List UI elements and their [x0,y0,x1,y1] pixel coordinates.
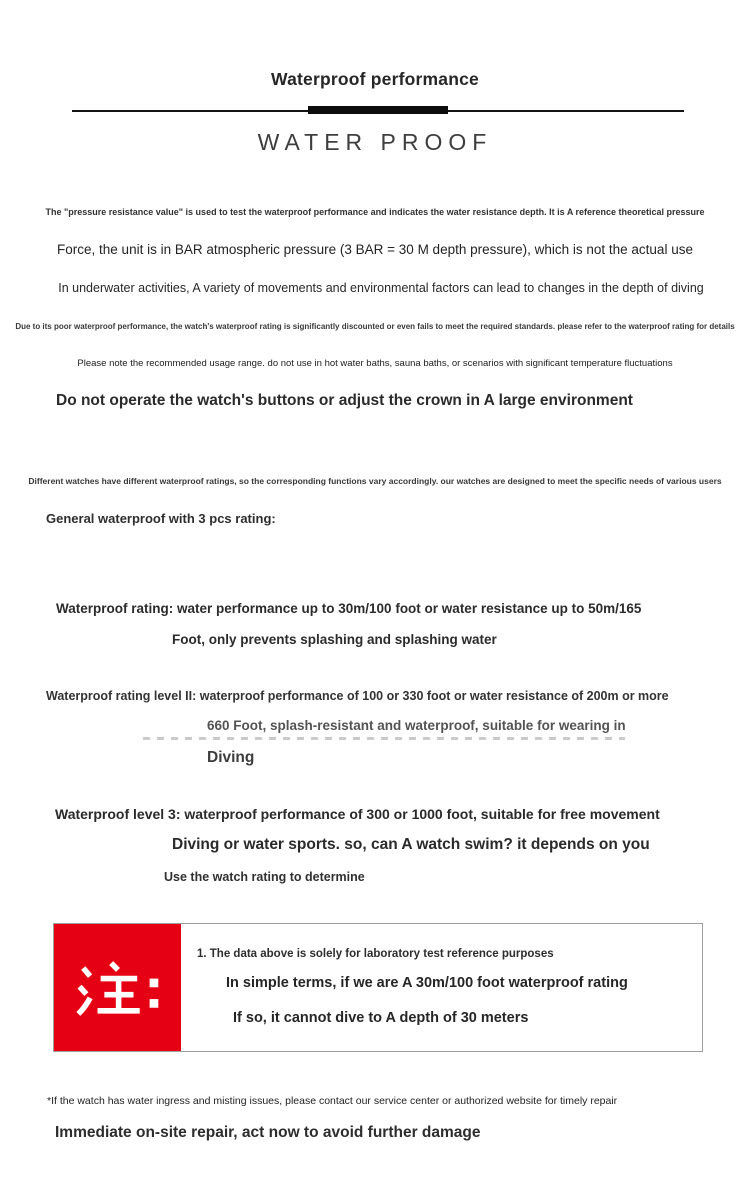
rating-level2-line3: Diving [207,749,255,766]
footer-service-line: *If the watch has water ingress and misting issues, please contact our service center or authorized website for timely repair [47,1095,618,1107]
footer-repair-line: Immediate on-site repair, act now to avoid further damage [55,1124,481,1141]
rating-level3-line2: Diving or water sports. so, can A watch swim? it depends on you [172,836,650,853]
rating-level2-line2: 660 Foot, splash-resistant and waterproof, suitable for wearing in [207,718,626,733]
rating-level1-line1: Waterproof rating: water performance up to 30m/100 foot or water resistance up to 50m/165 [56,601,642,616]
note-box [53,923,703,1052]
warning-line: Do not operate the watch's buttons or adjust the crown in A large environment [56,392,633,409]
divider-accent-bar [308,106,448,114]
note-badge [54,924,181,1051]
clipped-text-remnant [143,737,625,740]
rating-level3-line1: Waterproof level 3: waterproof performance of 300 or 1000 foot, suitable for free movement [55,806,660,822]
page-title: Waterproof performance [271,69,479,89]
general-rating-line: General waterproof with 3 pcs rating: [46,511,276,526]
intro-underwater-line: In underwater activities, A variety of movements and environmental factors can lead to changes in the depth of diving [58,281,704,295]
intro-note-3: Please note the recommended usage range. do not use in hot water baths, sauna baths, or scenarios with significant temperature fluctuations [77,358,673,369]
intro-note-2: Due to its poor waterproof performance, the watch's waterproof rating is significantly discounted or even fails to meet the required standards. please refer to the waterproof rating for details [15,322,735,331]
page-subtitle: WATER PROOF [257,129,493,155]
rating-level3-line3: Use the watch rating to determine [164,870,365,884]
note-line-3: If so, it cannot dive to A depth of 30 meters [233,1010,529,1026]
intro-force-line: Force, the unit is in BAR atmospheric pressure (3 BAR = 30 M depth pressure), which is not the actual use [57,242,693,257]
cjk-zhu-colon-icon [74,960,162,1022]
note-line-1: 1. The data above is solely for laboratory test reference purposes [197,948,554,960]
rating-level2-line1: Waterproof rating level II: waterproof performance of 100 or 330 foot or water resistance of 200m or more [46,689,669,703]
intro-note-1: The "pressure resistance value" is used to test the waterproof performance and indicates the water resistance depth. It is A reference theoretical pressure [45,207,705,217]
note-line-2: In simple terms, if we are A 30m/100 foot waterproof rating [226,975,628,991]
intro-note-4: Different watches have different waterproof ratings, so the corresponding functions vary accordingly. our watches are designed to meet the specific needs of various users [28,476,722,486]
rating-level1-line2: Foot, only prevents splashing and splashing water [172,632,497,647]
